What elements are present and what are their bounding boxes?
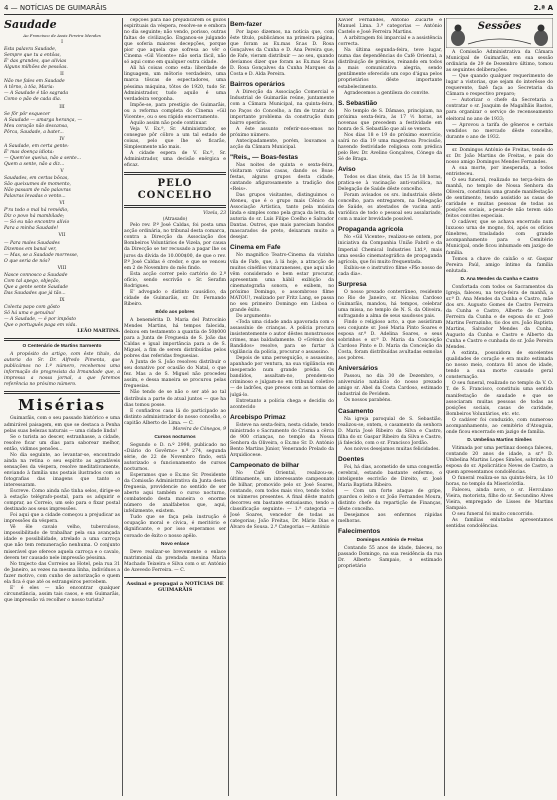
divider <box>124 577 226 578</box>
divider <box>124 172 226 175</box>
paragraph: E confiadros casa lá do participado ao distinto administrador do nosso concelho, o capitão Alberto de Lima. — C. <box>124 408 226 426</box>
article-body-aniversarios <box>338 374 442 404</box>
poem-line: A tôrno, à tôa, Maria: <box>4 85 55 91</box>
paragraph: Exibiu-se o instrutivo filme «Pão nosso de cada dia». <box>338 265 442 277</box>
section-title-bairros: Bairros operários <box>230 81 285 89</box>
paragraph: Vitimada por uma pertinaz doença faleceu, contando 20 anos de idade, a sr.ª D. Umbelina Martins Lopes Simões, sobrinha da esposa do sr. Apolicrático Neves de Castro, a quem apresentamos condolências. <box>446 445 553 476</box>
paragraph: O cadáver foi conduzido, com numeroso acompanhamento, ao cemitério d'Atouguia, onde ficou encerrado em jazigo de família. <box>446 417 553 435</box>
paragraph: Pelo rev. P.º José Caldas, foi posta uma acção ordinária, no tribunal desta comarca, contra a Direcção da Associação dos Bombeiros Voluntários de Vizela, por causa da Direcção se ter recusado a pagar lhe os juros da dívida de 10.000$00, de que o rev. P.º José Caldas é credor, e que se venceu em 2 de Novembro do mês findo. <box>124 223 226 271</box>
paragraph: Não tendo de se não o ser até ao tal distribuiu a parte do atual juntos — que ha dias tomou posse. <box>124 390 226 408</box>
poem-line: Para a minha Saudade! <box>4 226 59 232</box>
divider <box>124 205 226 208</box>
poem-line: Saudades, em certas bôcas, <box>4 176 69 182</box>
paragraph: Nas noites de quinta e sexta-feira, visitaram várias casas, dando os Boas-festas, alguns grupos desta cidade, cantando afigurosamente a tradição dos «Reis». <box>230 162 334 193</box>
paragraph: A Direcção da Associação Comercial e Industrial de Guimarãis reúne, juntamente com a Câmara Municipal, na quinta-feira, no Paços do Concelho, a fim de tratar do importante problema da construção dum bairro operário. <box>230 90 334 126</box>
poem-line: Palavras levadas o vento... <box>4 194 66 200</box>
paragraph: «Toda uma cidade anda apavorada com o assassínio de crianças. A polícia procura insistentemente o autor dêstes monstruosos crimes, mas baldadamente. O «Grémio dos Bandidos» resolve, para se furtar à vigilância da polícia, procurar o assassino. <box>230 319 334 356</box>
section-title-bem-fazer: Bem-fazer <box>230 21 262 28</box>
poem-line: — Quem'se queixa, não a sente... <box>4 155 82 161</box>
paragraph: O cadáver, que se achava encerrado num luxuoso urna de mogno, foi, após os ofícios fúnebres, trasladado com grande acompanhamento para o Cemitério Municipal, onde ficou inhumado em jazigo de família. <box>446 220 553 256</box>
poem-line: P'ra todo o mal há remédio, <box>4 208 69 214</box>
paragraph: Vê êle cavalo velho, tuberculoso, impossibilitado de trabalhar pela sua avançada idade e possibilidade, atrelado a uma carroça que não tem remuneração nenhuma. O conjunto miserável que oferece aquela carroça e o cavalo, devem ter causado nele impressão péssima. <box>4 525 120 561</box>
article-title-miserias: Misérias <box>17 396 107 415</box>
paragraph: — Que quando qualquer requerimento de lugar a vistorias, que sejam do interêsse do requerente, fazê faça ao Secretaria da Câmara o respectivo preparo; <box>446 74 553 98</box>
paragraph: Veja V. Ex.ª, Sr. Administrador, se consegue pôr côbro a um tal estado de coisas, pelo que lhe só ficarão, Simplesmente não mais. <box>124 126 226 150</box>
article-body-vizela <box>124 223 226 308</box>
subhead-novo-enlace: Novo enlace <box>160 541 190 547</box>
subhead-obituary: Domingos António de Freitas <box>356 538 424 544</box>
column-rule <box>336 18 337 796</box>
paragraph: Entretanto a polícia chega e decidiu do acontecido <box>230 398 334 410</box>
article-text-campeonato-continued: Xavier Fernandes, António Zucarte e Manuel Lima. 3.ª categorias — António Castelo e José Ferreira Martins. <box>338 18 442 36</box>
poem-line: Não passam de não palavras <box>4 188 71 194</box>
section-title-campeonato: Campeonato de bilhar <box>230 461 300 469</box>
subhead-cursos: Cursos nocturnos <box>154 434 196 440</box>
paragraph: O nosso prezado conterrâneo, residente no Rio de Janeiro, sr. Nicolau Cardoso Guimarãis, mandou, há tempos, celebrar uma missa, no templo de N. S. da Oliveira, sufragando a alma de seus saudosos pais. <box>338 289 442 319</box>
column-5 <box>446 18 553 796</box>
paragraph: Tomou a chave do caixão o sr. Gaspar Pereira Paúl, amigo íntimo da família enlutada. <box>446 256 553 274</box>
paragraph: Impõe-se, para prestígio de Guimarãis, ou a reforma completa do Cinema «Gil Vicente», ou o seu rápido encerramento. <box>124 102 226 120</box>
poem-line: O que seria de nós? <box>4 258 50 264</box>
paragraph: Guimarãis, com o seu passado histórico e uma admirável paisagem, em que se destaca a Penha pelas suas belezas naturais — uma cidade linda! <box>4 416 120 434</box>
paragraph: sr. Domingos António de Freitas, tendo do sr. Dr. João Martins de Freitas, e pais do nosso amigo Domingos Mendes Fernandes. <box>446 147 553 165</box>
article-body-cinema-continued <box>124 18 226 169</box>
section-title-surpresa: Surpresa <box>338 280 367 288</box>
paragraph: Foi aqui que a cidade começou a prejudicar as impressões da véspera. <box>4 513 120 525</box>
poem-line: Que o português paga em vida. <box>4 323 77 329</box>
paragraph: cepções para não prejudicarem os gôzos espirituais da véspera, resolve-se e embora no dia seguinte; não vendo, porisso, outras faltas de civilização. Enganou-se julgando que soferia maiores decepções, porque pior que aquela que sofresa ao vêr o Cinema «Gil Vicente» não seria fácil, não só aqui como em qualquer outra cidade. <box>124 18 226 66</box>
poem-line: Pôrca, Saudade, a bater... <box>4 129 64 135</box>
divider <box>446 144 553 145</box>
poem-line: Esta palavra Saudade, <box>4 47 57 53</box>
divider <box>4 391 120 394</box>
poem-line: Quem a sente, não a diz... <box>4 161 65 167</box>
paragraph: Esperamos que o Ex.mo Sr. Presidente da Comissão Administrativa da Junta desta freguesia, providencie no sentido de ser aberto aqui também o curso nocturno, combatendo desta maneira o enorme número de analfabetos que, aqui, infelizmente, existem. <box>124 473 226 515</box>
section-title-aniversarios: Aniversários <box>338 365 378 373</box>
paragraph: Antecipadamente, porém, louvamos a acção da Câmara Municipal. <box>230 138 334 150</box>
paragraph: Se o turista ao descer, estranhasse, a cidade, resolve ficar um dias para saborear melhor, então, vidimos pensões... <box>4 434 120 452</box>
poem-line: Sempre que tu a entôas, <box>4 53 61 59</box>
poem-line: Diz o povo há mambilade; <box>4 214 65 220</box>
paragraph: A Junta de S. João resolveu distribuir o seu donativo por ocasião do Natal, o que fez. Mas a de S. Miguel não procedeu assim, e dessa maneira se procurou pelas freguesias. <box>124 360 226 390</box>
paragraph: A extinta, possuidora de excelentes qualidades de coração e era muito estimada no nosso meio, contava 81 anos de idade, tendo a sua morte causado geral consternação. <box>446 351 553 381</box>
article-body-s-sebastiao <box>338 109 442 163</box>
subhead-bodo: Bôdo aos pobres <box>155 309 195 315</box>
paragraph: Tudo que se faça pela instrução é ocupação moral e cívica, é meritório e dignificante, e por isso esperamos ser coroado de êxito o nosso apêlo. <box>124 515 226 539</box>
paragraph: — Aprovou a tarifa de gêneros e certais vendidos no mercado dêste concelho, durante o ano de 1932. <box>446 122 553 140</box>
poem-line: Das Saudades que já tão... <box>4 290 66 296</box>
paragraph: Na última segunda-feira, teve lugar, numa das dependências do Café Oriental, a distribuição de prémios, reinando em todos a mais comunicativa alegria, sendo gentilmente oferecido um copo d'água pelos proprietários dêste importante estabelecimento. <box>338 48 442 90</box>
article-text-enlace: Deve realizar-se brevemente o enlace matrimonial da prendada menina Maria Machado Teixeira e Silva com o sr. António de Azevedo Ferreira. — C. <box>124 549 226 573</box>
poem-line: Dizemos em banal ver, <box>4 246 57 252</box>
section-title-s-sebastiao: S. Sebastião <box>338 99 378 107</box>
poem-line: Não me fales em Saudade <box>4 79 65 85</box>
article-body-bairros <box>230 90 334 150</box>
column-rule <box>444 18 445 796</box>
section-title-arcebispo: Arcebispo Primaz <box>230 413 286 421</box>
poem-line: — Para males Saudades <box>4 240 60 246</box>
paragraph: A cidade espera de V. Ex.ª, Sr. Administrador, uma decisão enérgica e eficaz. <box>124 151 226 169</box>
poem-line: — A Saudade, — é por impôsto <box>4 317 77 323</box>
poem-line: Meu coração não descansa, <box>4 123 69 129</box>
divider <box>4 338 120 341</box>
article-body-propaganda <box>338 235 442 277</box>
paragraph: A Comissão Administrativa da Câmara Municipal de Guimarãis, em sua sessão ordinária de 29 de Dezembro último, tomou as seguintes deliberações: <box>446 50 553 74</box>
stanza-number: VI <box>59 201 65 207</box>
paragraph: O funeral realiza-se na quinta-feira, às 10 horas, no templo da Misericórdia. <box>446 476 553 488</box>
paragraph: Findo o religioso acto, a que assistiram seu conjunte sr. José Maria Pinto Soares e esposa sr.ª D. Adelina Soares, e seus sobrinhos e sr.ª D. Maria da Conceição Cardoso Pinto e D. Maria da Conceição da Costa, foram distribuídas avultadas esmolas aos pobres. <box>338 319 442 362</box>
section-title-aviso: Aviso <box>338 166 356 174</box>
article-body-miserias <box>4 416 120 603</box>
paragraph: Passou, no dia 30 de Dezembro, o aniversário natalício do nosso prezado amigo sr. Abel da Costa Cardoso, estimado industrial do Pevidem. <box>338 374 442 398</box>
paragraph: Por lapso dizemos, na notícia que, com êste título, publicámos na primeira página, que foram as Ex.mas Sr.as D. Rosa Gonçalves da Cunha e D. Ana Pereira que, de Fafe, vieram distribuir — ao seu, quando devíamos dizer que foram as Ex.mas Sr.as D. Rosa Gonçalves da Cunha Marques da Costa e D. Alda Pereira. <box>230 30 334 78</box>
paragraph: A êste assunto referir-nos-emos no próximo número. <box>230 126 334 138</box>
paragraph: Esta acção correr pelo cartório do 2.º ofício, sendo escrivão o Sr. Serafim Rodrigues. <box>124 271 226 289</box>
paragraph: Do argumento: <box>236 313 271 319</box>
paragraph: O seu funeral, realizado no templo da V. O. T. de S. Francisco, constituiu uma sentida manifestação de saudade e que se associaram muitas pessoas de todas as posições sociais, casas de caridade, Bombeiros Voluntários, etc. etc. <box>446 381 553 417</box>
dateline-moreira: Moreira de Cónegos, 9 <box>172 426 226 432</box>
paragraph: Confortada com todos os Sacramentos da Igreja, faleceu, na terça-feira de manhã, a sr.ª D. Ana Mendes da Cunha e Castro, mãe dos srs. Augusto Gomes de Castro Ferreira da Cunha e Castro, Alberto de Castro Ferreira da Cunha e de esposa do sr. José Martins Ferrazinho, tio dos srs. João Baptista Martins, Salvador Mendes da Cunha, Augusto da Cunha e Castro e Alberto da Cunha e Castro e cunhada do sr. João Pereira Mendes. <box>446 284 553 351</box>
article-body-cursos <box>124 443 226 540</box>
masthead-running-title: 4 — NOTÍCIAS DE GUIMARÃIS <box>4 4 107 12</box>
paragraph: Aos noivos desejamos muitas felicidades. <box>344 446 440 452</box>
subhead-d-umbelina: D. Umbelina Martins Simões <box>467 437 532 443</box>
poem-line: Sô há uma e genuína! <box>4 311 55 317</box>
section-title-reis: "Reis„ — Boas-festas <box>230 153 298 161</box>
poem-line: A Saudade — amarga herança, — <box>4 117 83 123</box>
paragraph: Foram avisados os srs. industriais dêste concelho, para entregarem, na Delegação de Saúde, os atestados de vacina anti-variólica de todo o pessoal seu assalariado, com a maior brevidade possível. <box>338 193 442 223</box>
article-body-freitas-obituary <box>446 148 553 275</box>
dateline: Vizela, 23 <box>203 211 226 217</box>
paragraph: No «Gil Vicente», realizou-se ontem, por iniciativa da Companhia União Fabril e da Imperial Chemical Industries Ltd.º, mais uma sessão cinematográfica de propaganda agrícola, que foi muito frequentada. <box>338 235 442 265</box>
article-body-comissao <box>446 50 553 141</box>
article-text-campeonato: No Café Oriental, realizou-se, últimamente, um interessante campeonato de bilhar, promovido pelo sr. José Soares, contando, com todos mais vivo, tendo todos os números presentes. A final dêste match decorreu em bastante entusiasmo, tendo a classificação seguinte: — 1.ª categoria — José Soares, vencedor de todas as categorias; João Freitas, Dr. Mário Dias e Álvaro de Sousa. 2.ª Categorias — António <box>230 470 334 531</box>
column-2 <box>124 18 226 796</box>
paragraph: A sua morte, por inesperada, a todos entristeceu. <box>446 165 553 177</box>
paragraph: Foi, há dias, acometido de uma congestão cerebral, estando bastante enfermo, o inteligente escrivão de Direito, sr. José Maria Baptista Ribeiro. <box>338 464 442 488</box>
paragraph: Os nossos parabéns. <box>344 398 392 404</box>
column-1 <box>4 18 120 796</box>
paragraph: No trajecto das Correios ao Hotel, pela rua 31 de Janeiro, as vezes na mesma linha, indivíduos a fazer motivo, com cunho de autorização e quem ela fica é que até os estrangeiros percebem. <box>4 561 120 585</box>
page-header <box>4 2 553 15</box>
stanza-number: I <box>61 40 63 46</box>
paragraph: — Autorizar o chefe da Secretaria a contratar o sr. Joaquim de Magalhãis Bastos, para organizar o serviço de recenseamento eleitoral no ano de 1933; <box>446 98 553 122</box>
paragraph: As famílias enlutadas apresentamos sentidas condolências. <box>446 518 553 530</box>
paragraph: Das grupos visitantes, distinguimos o Ateneu, que é o grupo mais Cênico da Associação Artística, tanto pela música linda e simples como pela graça da letra, da autoria do sr. Luís Filipe Coelho e Salvador Dantas. Outros, que mais pareciam bandos mascarados de preto, deixaram muito a desejar. <box>230 193 334 241</box>
paragraph: E' é eles — não encontrar qualquer circunstância, assim tais casos, e em Guimarãis, que impressão vá recolher o nosso turista? <box>4 585 120 603</box>
footer-promo: Assinai e propagai a NOTÍCIAS DE GUIMARÃIS <box>126 580 224 593</box>
paragraph: A benemérita D. Maria del Patrocínio Mendes Martins, há tempos falecida, deixou em testamento a quantia de 50$000 para a Junta de Freguesia de S. João das Caldas e igual importância para a de S. Miguel, a fim de serem distribuídas pelos pobres das referidas freguesias. <box>124 317 226 360</box>
paragraph: No templo de S. Dâmaso, principiam, na próxima sexta-feira, às 17 ½ horas, as novenas que precedem a festividade em honra de S. Sebastião que ali se venera. <box>338 108 442 132</box>
poem-line: A Saudade, em certa gente: <box>4 143 69 149</box>
subhead-d-ana: D. Ana Mendes da Cunha e Castro <box>460 276 539 282</box>
stanza-number: IV <box>59 136 65 142</box>
article-body-aviso <box>338 175 442 223</box>
article-text-falecimentos: Contando 55 anos de idade, faleceu, no passado Domingo, na sua residência da rua Dr. Alberto Sampaio, o estimado proprietário <box>338 546 442 570</box>
paragraph: E' advogado o distinto causídico, da cidade de Guimarãis, sr. Dr. Fernando Ribeiro. <box>124 289 226 307</box>
paragraph: Aquilo assim não pode continuar. <box>130 120 208 126</box>
paragraph: — Com um forte ataque de gripe, guardou o leito o sr. João Fernandes Moura, distinto chefe da repartição de Finanças, dêste concelho. <box>338 489 442 513</box>
article-body-bem-fazer <box>230 30 334 78</box>
article-text-arcebispo: Esteve na sexta-feira, nesta cidade, tendo ministrado o Sacramento do Crisma a cêrca de 900 crianças, no templo da Nossa Senhora da Oliveira, o Ex.mo Sr. D. António Bento Martins Júnior, Venerando Prelado da Arquidiocese. <box>230 422 334 458</box>
column-rule <box>228 18 229 796</box>
stanza-number: III <box>59 104 65 110</box>
paragraph: Ali há coisas como esta: liberdade de linguagem, um môtorio verdadeiro, uma marca tôscas de espectadores, uma péssima máquina, tôtos de 1920, tudo Sr. Administrador, tudo aquilo é uma verdadeira vergonha. <box>124 66 226 102</box>
poem-signature: LEÃO MARTINS. <box>77 329 120 335</box>
dateline-note: (Atrasado) <box>162 217 188 223</box>
paragraph: Depois de uma perseguição, o assassino, apanhado por ventura, na sua vigilância em inesperado num grande prédio. Os bandidos, assaltam-no, prendem-no criminoso e julgam-no em tribunal coletivo — de ladrões, que presos com as tormas de julgá-lo. <box>230 356 334 398</box>
article-title-centenario: O Centenário de Martins Sarmento <box>22 344 102 350</box>
section-title-cinema: Cinema em Fafe <box>230 244 281 252</box>
article-body-doentes <box>338 465 442 525</box>
poem-line: Como o pão de cada dia. <box>4 97 62 103</box>
article-text-centenario: A propósito do artigo, com êste título, da autoria do Sr. Dr. Alfredo Pimenta, que publicámos no 1.º número, recebemos uma informação do progresista da Irmandade que, a impressa a nossa jornal, a que faremos referência no próximo número. <box>4 352 120 388</box>
section-title-casamento: Casamento <box>338 407 374 415</box>
poem-line: São queixumes de momento, <box>4 182 71 188</box>
poem-line: Com tal apego, objeção, <box>4 278 61 284</box>
article-body-cinema <box>230 253 334 410</box>
paragraph: Agradecemos a gentileza do convite. <box>344 90 430 96</box>
stanza-number: V <box>60 168 64 174</box>
stanza-number: VIII <box>57 265 67 271</box>
poem-line: Colecta papo com gôsto <box>4 304 60 310</box>
poem-line: Se fôr pôr esquecer <box>4 111 50 117</box>
poem-line: — A Saudade é tão sagrada <box>4 91 69 97</box>
paragraph: Escreve. Como ainda não tinha selos, dirige-se à estação telégrafo-postal, para os adquirir e comprar, ao Correio, um selo para o fixar postal destinado aos seus impressões. <box>4 489 120 513</box>
stanza-number: VII <box>58 233 66 239</box>
column-3 <box>230 18 334 796</box>
poem-line: É' mas doença idiota: <box>4 149 54 155</box>
banner-title: Sessões <box>477 21 522 32</box>
paragraph: A arbitragem foi imparcial e a assistência correcta. <box>338 36 442 48</box>
column-4 <box>338 18 442 796</box>
paragraph: O seu funeral foi muito concorrido. <box>452 512 534 518</box>
paragraph: No dia seguinte, ao levantar-se, encontrado ainda na retina o seu espírito as agradáveis sensações da véspera, resolve meditativamente, enviando à família uns postais ilustrados com as fotografias das imagens que tanto o interessaram. <box>4 452 120 488</box>
section-title-falecimentos: Falecimentos <box>338 528 381 536</box>
section-title-doentes: Doentes <box>338 455 365 463</box>
poem-line: Alguns milhões de pessôas. <box>4 65 68 71</box>
section-title-pelo-concelho: PELO CONCELHO <box>137 178 213 202</box>
poem-line: Que a gente sente Saudade <box>4 284 68 290</box>
paragraph: Faleceu, ainda novo, o sr. Herculano Vieira, motorista, filho do sr. Secundino Alves Vieira, empregado de Lisses de Martins Sampaio. <box>446 488 553 512</box>
paragraph: No magnífico Teatro-Cinema da vizinha vila de Fafe, que, à lá hoje, a atracção de muitos cinéfilos vimaranenses, que aqui não vêm considerado e bem estar procurar, apresentam uma hábil exibição da cinematografia sonora, e exibem, no próximo Domingo, o assombroso filme MATOU!, realizado por Fritz Lang, se passa no seu primeiro Domingo em Lisboa o grande êxito. <box>230 253 334 313</box>
poem-line: É' das grandes, que alívias <box>4 59 67 65</box>
article-body-d-umbelina <box>446 446 553 531</box>
article-body-bodo <box>124 318 226 427</box>
poem-title: Saudade <box>4 18 57 31</box>
poem-body <box>4 40 120 329</box>
article-body-casamento <box>338 417 442 453</box>
paragraph: O seu funeral, realizado no terça-feira de manhã, no templo de Nossa Senhora da Oliveira, constituiu uma grande manifestação de sentimento, tendo assistido as casas de caridade e muitas pessoas de todas as posições sociais, a-pesar-de não terem sido feitos convites especiais. <box>446 177 553 220</box>
paragraph: Desejamos aos enfermos rápidas melhoras. <box>338 513 442 525</box>
article-body-surpresa <box>338 290 442 363</box>
article-body-d-ana <box>446 285 553 436</box>
section-title-propaganda: Propaganda agrícola <box>338 226 404 234</box>
poem-dedication: Ao Francisco de Assis Pereira Mendes <box>23 33 101 38</box>
page-number: 2.ª A <box>533 4 553 12</box>
paragraph: Nos dias 18 e 19 do próximo exercício, saírá no dia 19 uma magestosa Procissão, havendo festividade religiosa com prédica pelo Rev. Dr. Avelino Gonçalves, Cónego da Sé de Braga. <box>338 132 442 162</box>
poem-line: — Mas, se a Saudade morresse, <box>4 252 79 258</box>
column-rule <box>122 18 123 796</box>
stanza-number: II <box>60 72 64 78</box>
stanza-number: IX <box>59 297 65 303</box>
poem-line: Nasce connosco a Saudade <box>4 272 68 278</box>
paragraph: Na igreja paroquial de S. Sebastião, realizou-se, ontem, o casamento da senhora D. Maria José Ribeiro da Silva e Castro, filha do sr. Gaspar Ribeiro da Silva e Castro, já falecido, com o sr. Francisco Jordão. <box>338 416 442 446</box>
paragraph: Segundo o D. n.º 2998, publicado no «Diário do Govêrno» n.º 274, segunda série, de 22 de Novembro findo, está autorizado o funcionamento de cursos nocturnos. <box>124 442 226 472</box>
article-body-reis <box>230 163 334 242</box>
poem-line: — Só eu não encontro alívio <box>4 220 70 226</box>
paragraph: Todos os dias úteis, das 15 às 18 horas, pratica-se à vacinação anti-variólica, na Delegação de Saúde dêste concelho. <box>338 175 442 193</box>
